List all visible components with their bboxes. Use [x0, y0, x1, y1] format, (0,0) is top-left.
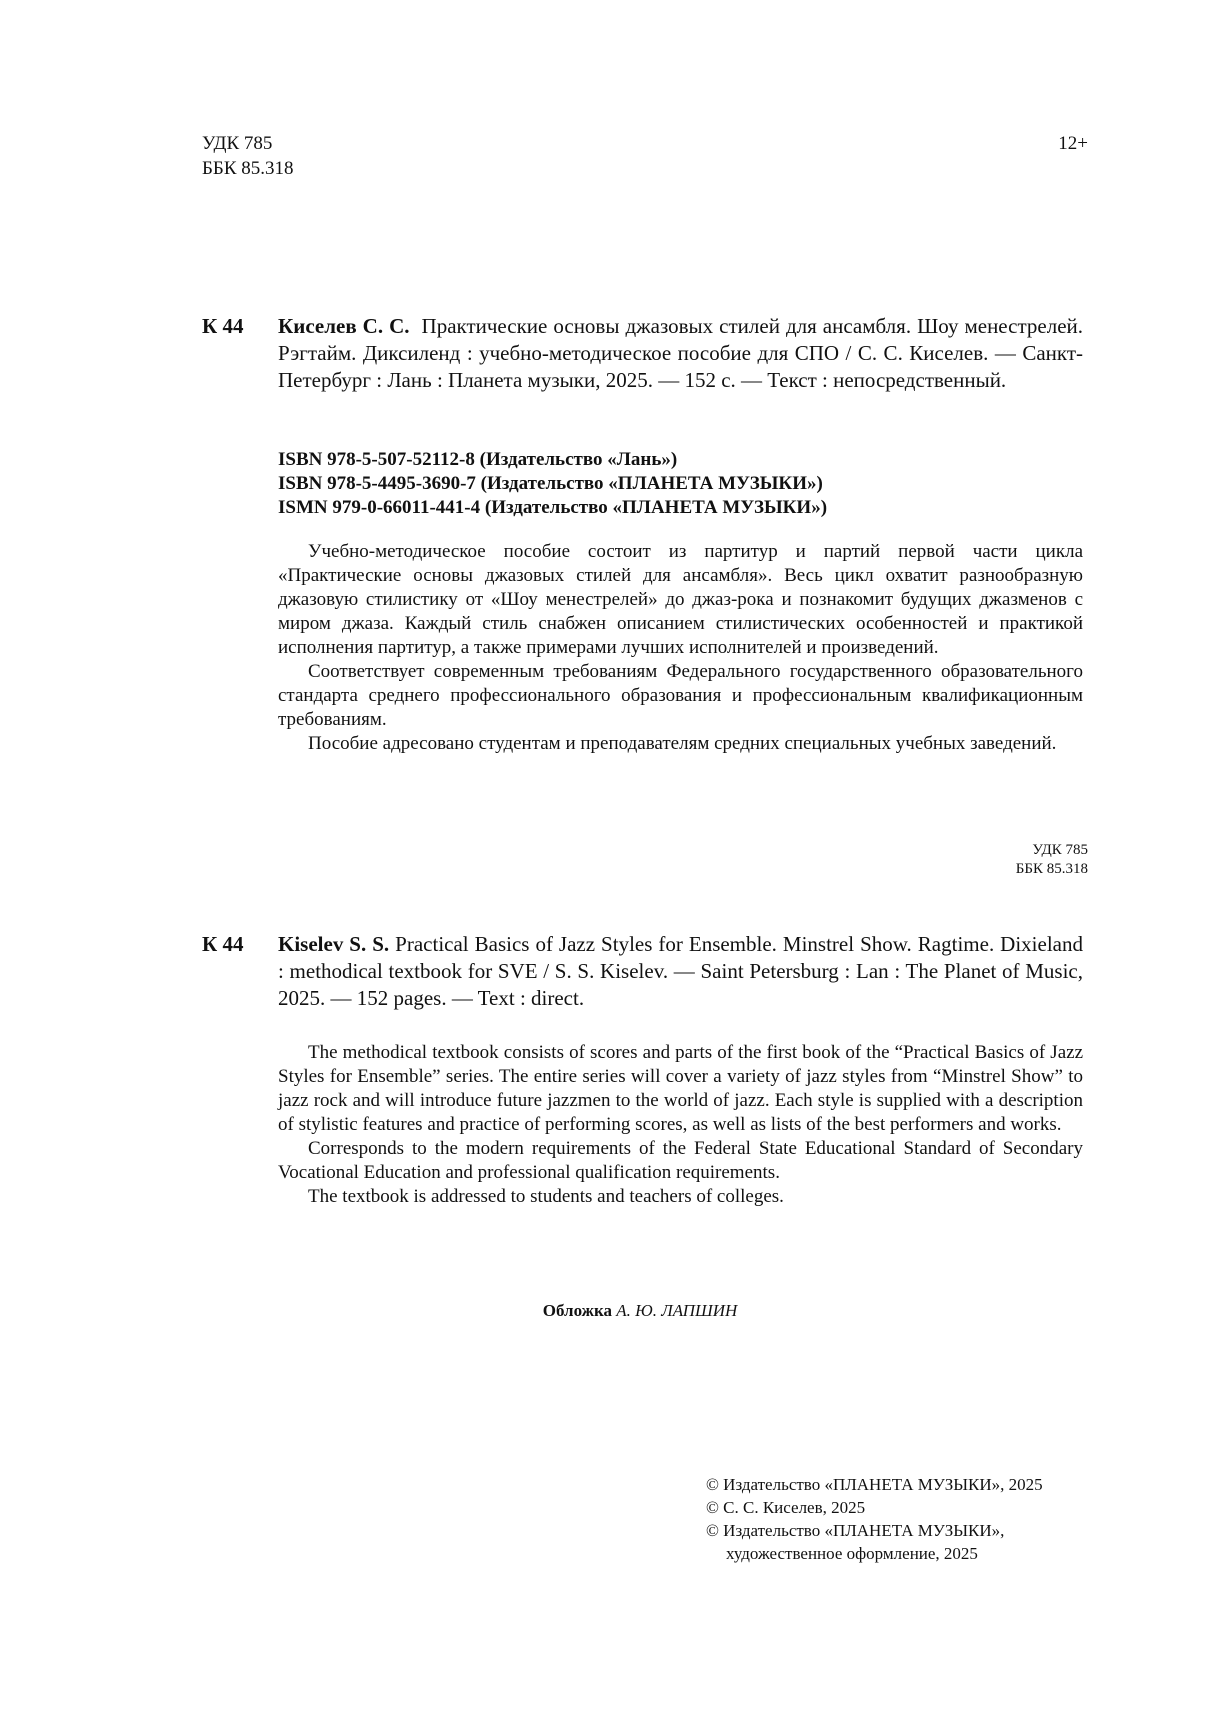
author-sign-ru: К 44: [202, 314, 244, 338]
cover-credit: [0, 1301, 1211, 1321]
bbk-code: ББК 85.318: [202, 158, 294, 179]
classification-right: [1016, 841, 1088, 879]
abstract-paragraph: The textbook is addressed to students and teachers of colleges.: [308, 1186, 784, 1207]
author-name-en: Kiselev S. S.: [278, 932, 390, 956]
author-sign-en: К 44: [202, 932, 244, 956]
udk-code: УДК 785: [1032, 842, 1088, 858]
copyright-line: © С. С. Киселев, 2025: [706, 1498, 866, 1517]
abstract-paragraph: Учебно-методическое пособие состоит из партитур и партий первой части цикла «Практические основы джазовых стилей для ансамбля». Весь цикл охватит разнообразную джазовую стилистику от «Шоу менестрелей» до джаз-рока и познакомит будущих джазменов с миром джаза. Каждый стиль снабжен описанием стилистических особенностей и практикой исполнения партитур, а также примерами лучших исполнителей и произведений.: [278, 541, 1083, 658]
author-name-ru: Киселев С. С.: [278, 314, 410, 338]
copyright-line: © Издательство «ПЛАНЕТА МУЗЫКИ»,: [706, 1521, 1005, 1540]
abstract-paragraph: Соответствует современным требованиям Федерального государственного образовательного стандарта среднего профессионального образования и профессиональным квалификационным требованиям.: [278, 661, 1083, 730]
bibliographic-entry-ru: [278, 313, 1083, 394]
isbn-block: [278, 448, 827, 520]
isbn-line: ISBN 978-5-507-52112-8 (Издательство «Лань»): [278, 449, 678, 470]
abstract-paragraph: Пособие адресовано студентам и преподавателям средних специальных учебных заведений.: [308, 733, 1057, 754]
ismn-line: ISMN 979-0-66011-441-4 (Издательство «ПЛАНЕТА МУЗЫКИ»): [278, 497, 828, 518]
copyright-line: художественное оформление, 2025: [726, 1544, 978, 1563]
abstract-en: [278, 1041, 1083, 1209]
classification-header: [202, 131, 294, 181]
copyright-line: © Издательство «ПЛАНЕТА МУЗЫКИ», 2025: [706, 1475, 1043, 1494]
abstract-paragraph: The methodical textbook consists of scores and parts of the first book of the “Practical Basics of Jazz Styles for Ensemble” series. The entire series will cover a variety of jazz styles from “Minstrel Show” to jazz rock and will introduce future jazzmen to the world of jazz. Each style is supplied with a description of stylistic features and practice of performing scores, as well as lists of the best performers and works.: [278, 1042, 1083, 1135]
cover-designer: А. Ю. ЛАПШИН: [616, 1301, 738, 1320]
cover-label: Обложка: [542, 1301, 613, 1320]
udk-code: УДК 785: [202, 133, 273, 154]
bbk-code: ББК 85.318: [1015, 861, 1088, 877]
isbn-line: ISBN 978-5-4495-3690-7 (Издательство «ПЛАНЕТА МУЗЫКИ»): [278, 473, 823, 494]
age-rating: 12+: [1058, 133, 1088, 154]
entry-description-ru: Практические основы джазовых стилей для ансамбля. Шоу менестрелей. Рэгтайм. Диксиленд : учебно-методическое пособие для СПО / С. С. Киселев. — Санкт-Петербург : Лань : Планета музыки, 2025. — 152 с. — Текст : непосредственный.: [278, 314, 1084, 392]
abstract-paragraph: Corresponds to the modern requirements of the Federal State Educational Standard of Secondary Vocational Education and professional qualification requirements.: [278, 1138, 1083, 1183]
entry-description-en: Practical Basics of Jazz Styles for Ensemble. Minstrel Show. Ragtime. Dixieland : methodical textbook for SVE / S. S. Kiselev. — Saint Petersburg : Lan : The Planet of Music, 2025. — 152 pages. — Text : direct.: [278, 932, 1083, 1010]
abstract-ru: [278, 540, 1083, 756]
bibliographic-entry-en: [278, 931, 1083, 1012]
copyright-block: [706, 1473, 1043, 1565]
